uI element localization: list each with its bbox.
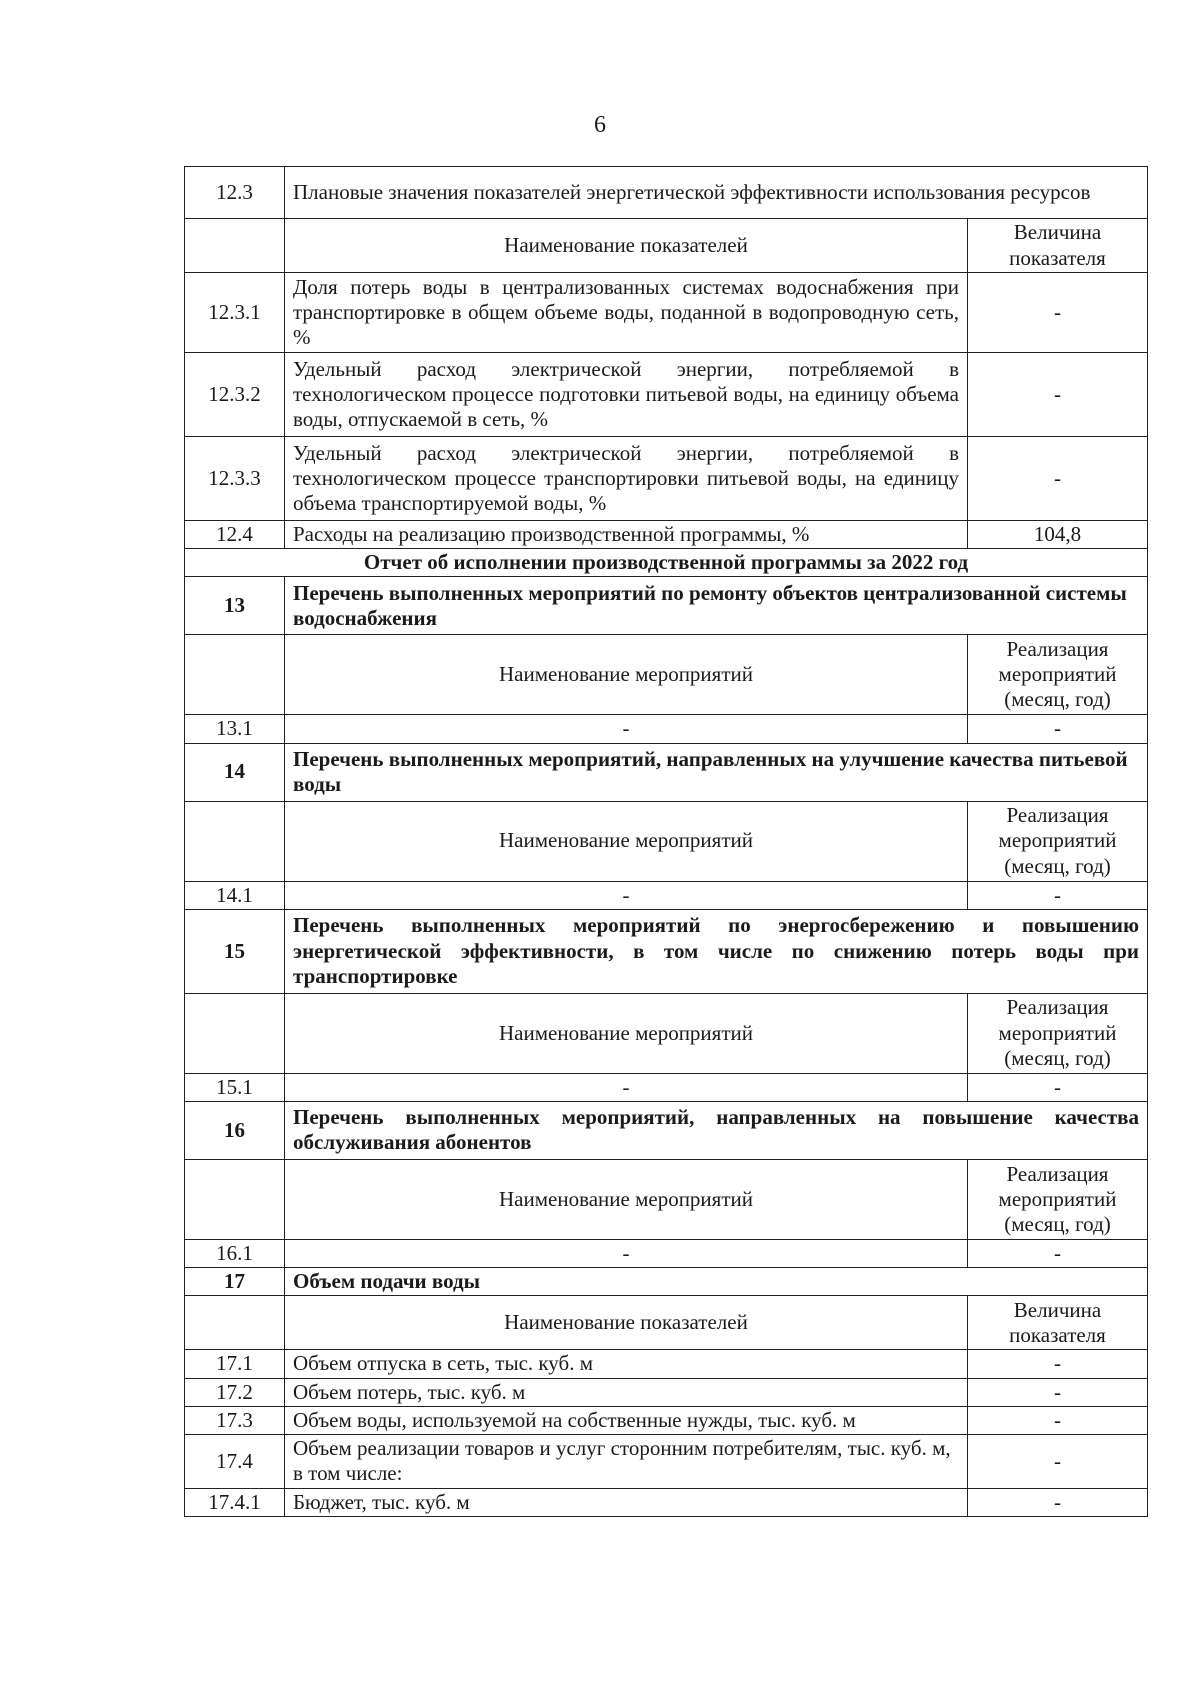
row-value: -	[968, 715, 1148, 743]
row-number: 17.4	[185, 1434, 285, 1488]
column-header-name: Наименование показателей	[285, 1296, 968, 1350]
section-header-row	[185, 743, 1148, 801]
column-header-row	[185, 1159, 1148, 1239]
row-name: Доля потерь воды в централизованных системах водоснабжения при транспортировке в общем объеме воды, поданной в водопроводную сеть, %	[285, 273, 968, 353]
page-number: 6	[594, 112, 606, 138]
row-number: 17.2	[185, 1378, 285, 1406]
table-row	[185, 1073, 1148, 1101]
column-header-value: Реализация мероприятий (месяц, год)	[968, 1159, 1148, 1239]
section-header-row	[185, 909, 1148, 993]
table-row	[185, 353, 1148, 437]
row-number: 17.3	[185, 1406, 285, 1434]
row-value: -	[968, 1378, 1148, 1406]
empty-cell	[185, 1296, 285, 1350]
row-number: 17.4.1	[185, 1488, 285, 1516]
row-number: 12.4	[185, 521, 285, 549]
row-name: Объем потерь, тыс. куб. м	[285, 1378, 968, 1406]
column-header-value: Реализация мероприятий (месяц, год)	[968, 635, 1148, 715]
table-row	[185, 881, 1148, 909]
row-name: -	[285, 881, 968, 909]
row-value: -	[968, 1350, 1148, 1378]
column-header-name: Наименование мероприятий	[285, 801, 968, 881]
column-header-name: Наименование мероприятий	[285, 635, 968, 715]
column-header-value: Реализация мероприятий (месяц, год)	[968, 993, 1148, 1073]
column-header-row	[185, 993, 1148, 1073]
column-header-value: Реализация мероприятий (месяц, год)	[968, 801, 1148, 881]
section-header-row	[185, 1101, 1148, 1159]
row-number: 14	[185, 743, 285, 801]
row-number: 13.1	[185, 715, 285, 743]
column-header-value: Величина показателя	[968, 219, 1148, 273]
row-number: 12.3.1	[185, 273, 285, 353]
row-value: -	[968, 1073, 1148, 1101]
row-number: 12.3	[185, 167, 285, 219]
column-header-name: Наименование показателей	[285, 219, 968, 273]
row-name: Объем воды, используемой на собственные нужды, тыс. куб. м	[285, 1406, 968, 1434]
row-name: Расходы на реализацию производственной программы, %	[285, 521, 968, 549]
table-row	[185, 1406, 1148, 1434]
empty-cell	[185, 635, 285, 715]
row-number: 16	[185, 1101, 285, 1159]
section-title: Перечень выполненных мероприятий, направленных на улучшение качества питьевой воды	[285, 743, 1148, 801]
row-number: 17	[185, 1268, 285, 1296]
table-row	[185, 273, 1148, 353]
row-number: 12.3.3	[185, 437, 285, 521]
row-value: -	[968, 437, 1148, 521]
section-title: Плановые значения показателей энергетической эффективности использования ресурсов	[285, 167, 1148, 219]
section-header-row	[185, 167, 1148, 219]
column-header-value: Величина показателя	[968, 1296, 1148, 1350]
report-title: Отчет об исполнении производственной программы за 2022 год	[185, 549, 1148, 577]
table-row	[185, 1378, 1148, 1406]
row-value: -	[968, 1488, 1148, 1516]
table-row	[185, 1434, 1148, 1488]
report-title-row	[185, 549, 1148, 577]
row-name: Бюджет, тыс. куб. м	[285, 1488, 968, 1516]
row-value: -	[968, 1406, 1148, 1434]
section-title: Перечень выполненных мероприятий, направленных на повышение качества обслуживания абонентов	[285, 1101, 1148, 1159]
row-number: 15.1	[185, 1073, 285, 1101]
empty-cell	[185, 1159, 285, 1239]
row-number: 15	[185, 909, 285, 993]
table-row	[185, 1350, 1148, 1378]
row-name: Объем реализации товаров и услуг сторонним потребителям, тыс. куб. м, в том числе:	[285, 1434, 968, 1488]
row-number: 12.3.2	[185, 353, 285, 437]
document-table	[184, 166, 1148, 1517]
row-value: -	[968, 353, 1148, 437]
row-name: Удельный расход электрической энергии, потребляемой в технологическом процессе подготовки питьевой воды, на единицу объема воды, отпускаемой в сеть, %	[285, 353, 968, 437]
row-number: 14.1	[185, 881, 285, 909]
table-row	[185, 715, 1148, 743]
row-name: -	[285, 1239, 968, 1267]
row-value: -	[968, 881, 1148, 909]
column-header-row	[185, 801, 1148, 881]
row-value: -	[968, 1434, 1148, 1488]
row-number: 16.1	[185, 1239, 285, 1267]
row-number: 13	[185, 577, 285, 635]
table-row	[185, 1488, 1148, 1516]
row-value: -	[968, 273, 1148, 353]
row-name: Объем отпуска в сеть, тыс. куб. м	[285, 1350, 968, 1378]
empty-cell	[185, 993, 285, 1073]
section-title: Объем подачи воды	[285, 1268, 1148, 1296]
column-header-row	[185, 219, 1148, 273]
row-name: Удельный расход электрической энергии, потребляемой в технологическом процессе транспортировки питьевой воды, на единицу объема транспортируемой воды, %	[285, 437, 968, 521]
row-value: -	[968, 1239, 1148, 1267]
empty-cell	[185, 219, 285, 273]
table-row	[185, 1239, 1148, 1267]
column-header-name: Наименование мероприятий	[285, 1159, 968, 1239]
row-name: -	[285, 715, 968, 743]
column-header-name: Наименование мероприятий	[285, 993, 968, 1073]
row-value: 104,8	[968, 521, 1148, 549]
table-row	[185, 437, 1148, 521]
empty-cell	[185, 801, 285, 881]
section-header-row	[185, 1268, 1148, 1296]
section-title: Перечень выполненных мероприятий по ремонту объектов централизованной системы водоснабжения	[285, 577, 1148, 635]
table-row	[185, 521, 1148, 549]
section-title: Перечень выполненных мероприятий по энергосбережению и повышению энергетической эффективности, в том числе по снижению потерь воды при транспортировке	[285, 909, 1148, 993]
column-header-row	[185, 1296, 1148, 1350]
row-name: -	[285, 1073, 968, 1101]
row-number: 17.1	[185, 1350, 285, 1378]
section-header-row	[185, 577, 1148, 635]
column-header-row	[185, 635, 1148, 715]
